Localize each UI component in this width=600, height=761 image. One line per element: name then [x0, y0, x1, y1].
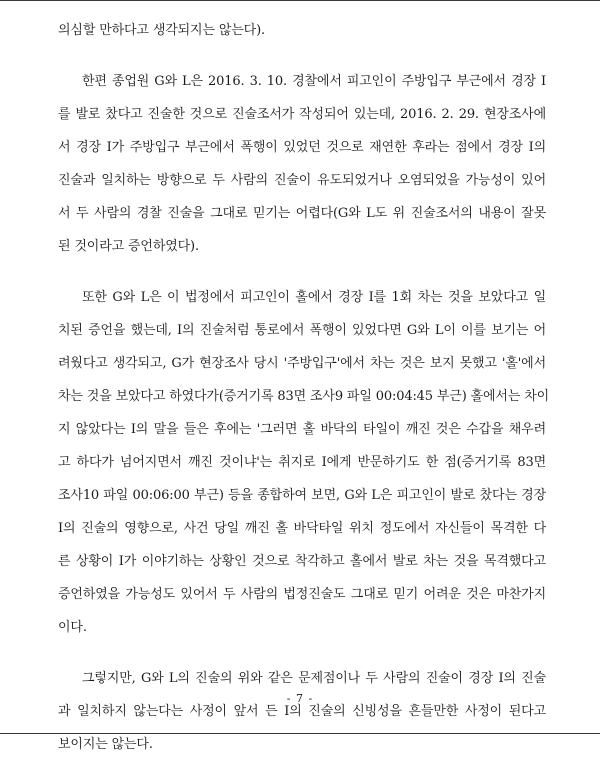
page-number: - 7 -	[286, 692, 314, 705]
text-line: 진술과 일치하는 방향으로 두 사람의 진술이 유도되었거나 오염되었을 가능성이 있어	[58, 173, 546, 188]
text-line: 또한 G와 L은 이 법정에서 피고인이 홀에서 경장 I를 1회 차는 것을 보았다고 일	[82, 290, 546, 305]
text-line: 조사10 파일 00:06:00 부근) 등을 종합하여 보면, G와 L은 피고인이 발로 찼다는 경장	[58, 488, 546, 503]
text-line: 를 발로 찼다고 진술한 것으로 진술조서가 작성되어 있는데, 2016. 2. 29. 현장조사에	[58, 107, 546, 122]
top-border	[0, 0, 600, 1]
text-line: 한편 종업원 G와 L은 2016. 3. 10. 경찰에서 피고인이 주방입구 부근에서 경장 I	[82, 74, 546, 89]
text-line: 의심할 만하다고 생각되지는 않는다).	[58, 23, 265, 38]
text-line: 치된 증언을 했는데, I의 진술처럼 통로에서 폭행이 있었다면 G와 L이 이를 보기는 어	[58, 323, 546, 338]
text-line: 차는 것을 보았다고 하였다가(증거기록 83면 조사9 파일 00:04:45 부근) 홀에서는 차이	[58, 389, 550, 404]
text-line: 지 않았다는 I의 말을 들은 후에는 '그러면 홀 바닥의 타일이 깨진 것은 수갑을 채우려	[58, 422, 546, 437]
paragraph	[58, 65, 546, 263]
paragraph	[58, 281, 550, 644]
text-line: 된 것이라고 증언하였다).	[58, 239, 199, 254]
text-line: 려웠다고 생각되고, G가 현장조사 당시 '주방입구'에서 차는 것은 보지 못했고 '홀'에서	[58, 356, 546, 371]
text-line: 보이지는 않는다.	[58, 737, 153, 752]
text-line: 그렇지만, G와 L의 진술의 위와 같은 문제점이나 두 사람의 진술이 경장 I의 진술	[82, 671, 546, 686]
text-line: 증언하였을 가능성도 있어서 두 사람의 법정진술도 그대로 믿기 어려운 것은 마찬가지	[58, 587, 546, 602]
text-line: 과 일치하지 않는다는 사정이 앞서 든 I의 진술의 신빙성을 흔들만한 사정이 된다고	[58, 704, 546, 719]
paragraph	[58, 662, 546, 761]
text-line: 른 상황이 I가 이야기하는 상황인 것으로 착각하고 홀에서 발로 차는 것을 목격했다고	[58, 554, 546, 569]
text-line: 이다.	[58, 620, 87, 635]
paragraph	[58, 14, 546, 47]
text-line: 서 경장 I가 주방입구 부근에서 폭행이 있었던 것으로 재연한 후라는 점에서 경장 I의	[58, 140, 546, 155]
text-line: 고 하다가 넘어지면서 깨진 것이냐'는 취지로 I에게 반문하기도 한 점(증거기록 83면	[58, 455, 546, 470]
text-line: I의 진술의 영향으로, 사건 당일 깨진 홀 바닥타일 위치 정도에서 자신들이 목격한 다	[58, 521, 546, 536]
document-body	[58, 14, 550, 761]
text-line: 서 두 사람의 경찰 진술을 그대로 믿기는 어렵다(G와 L도 위 진술조서의 내용이 잘못	[58, 206, 546, 221]
